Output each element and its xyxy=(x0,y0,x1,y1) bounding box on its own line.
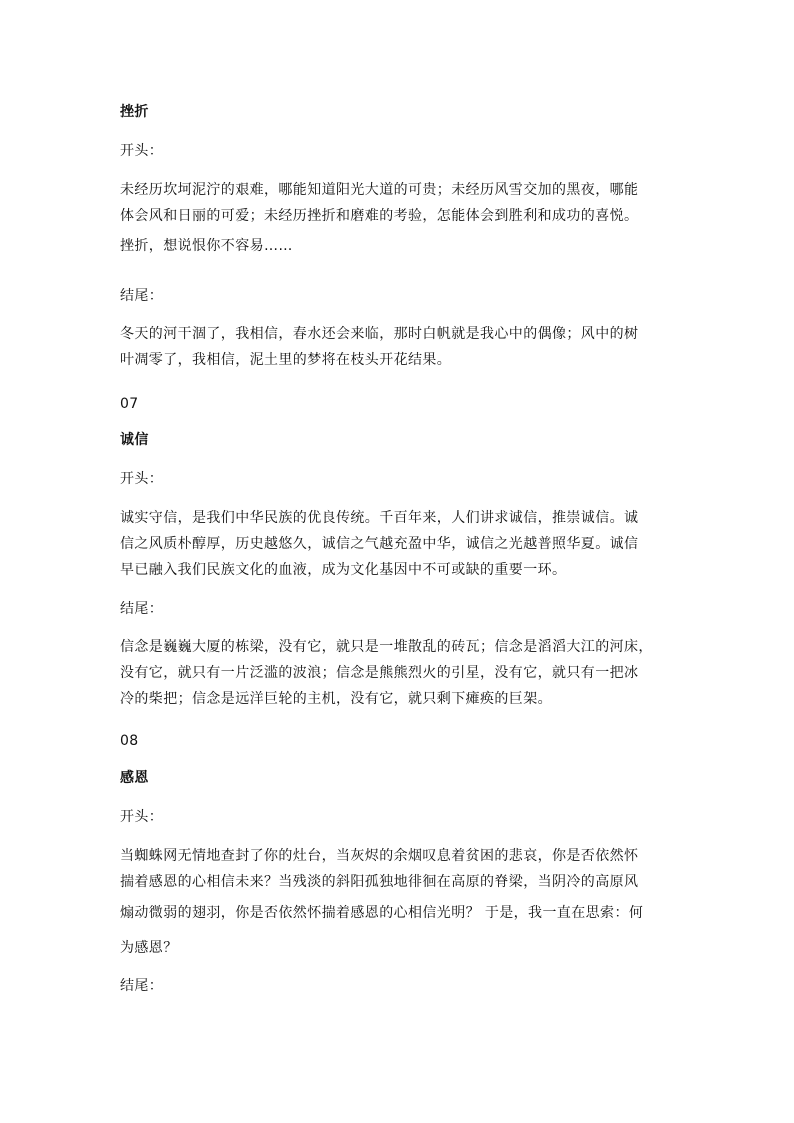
ending-line: 冷的柴把；信念是远洋巨轮的主机，没有它，就只剩下瘫痪的巨架。 xyxy=(120,691,552,707)
opening-line: 早已融入我们民族文化的血液，成为文化基因中不可或缺的重要一环。 xyxy=(120,562,567,578)
opening-line: 当蜘蛛网无情地查封了你的灶台，当灰烬的余烟叹息着贫困的悲哀，你是否依然怀 xyxy=(120,848,639,864)
ending-label: 结尾： xyxy=(120,601,164,617)
opening-label: 开头： xyxy=(120,471,164,487)
section-number: 07 xyxy=(120,396,139,412)
ending-line: 冬天的河干涸了，我相信，春水还会来临，那时白帆就是我心中的偶像；风中的树 xyxy=(120,326,639,342)
ending-line: 信念是巍巍大厦的栋梁，没有它，就只是一堆散乱的砖瓦；信念是滔滔大江的河床， xyxy=(120,639,653,655)
ending-label: 结尾： xyxy=(120,288,164,304)
opening-label: 开头： xyxy=(120,143,164,159)
section-title-ganen: 感恩 xyxy=(120,770,149,786)
opening-line: 煽动微弱的翅羽，你是否依然怀揣着感恩的心相信光明？ 于是，我一直在思索：何 xyxy=(120,905,644,921)
opening-line: 信之风质朴醇厚，历史越悠久，诚信之气越充盈中华，诚信之光越普照华夏。诚信 xyxy=(120,536,639,552)
section-title-cuozhe: 挫折 xyxy=(120,104,149,120)
opening-line: 体会风和日丽的可爱；未经历挫折和磨难的考验，怎能体会到胜利和成功的喜悦。 xyxy=(120,208,639,224)
opening-line: 挫折，想说恨你不容易…… xyxy=(120,238,293,254)
ending-line: 没有它，就只有一片泛滥的波浪；信念是熊熊烈火的引星，没有它，就只有一把冰 xyxy=(120,665,639,681)
ending-label: 结尾： xyxy=(120,978,164,994)
opening-line: 为感恩？ xyxy=(120,940,178,956)
opening-line: 未经历坎坷泥泞的艰难，哪能知道阳光大道的可贵；未经历风雪交加的黑夜，哪能 xyxy=(120,182,639,198)
opening-line: 诚实守信，是我们中华民族的优良传统。千百年来，人们讲求诚信，推崇诚信。诚 xyxy=(120,510,639,526)
opening-line: 揣着感恩的心相信未来？当残淡的斜阳孤独地徘徊在高原的脊梁，当阴冷的高原风 xyxy=(120,874,639,890)
section-number: 08 xyxy=(120,733,139,749)
opening-label: 开头： xyxy=(120,809,164,825)
section-title-chengxin: 诚信 xyxy=(120,432,149,448)
ending-line: 叶凋零了，我相信，泥土里的梦将在枝头开花结果。 xyxy=(120,352,452,368)
